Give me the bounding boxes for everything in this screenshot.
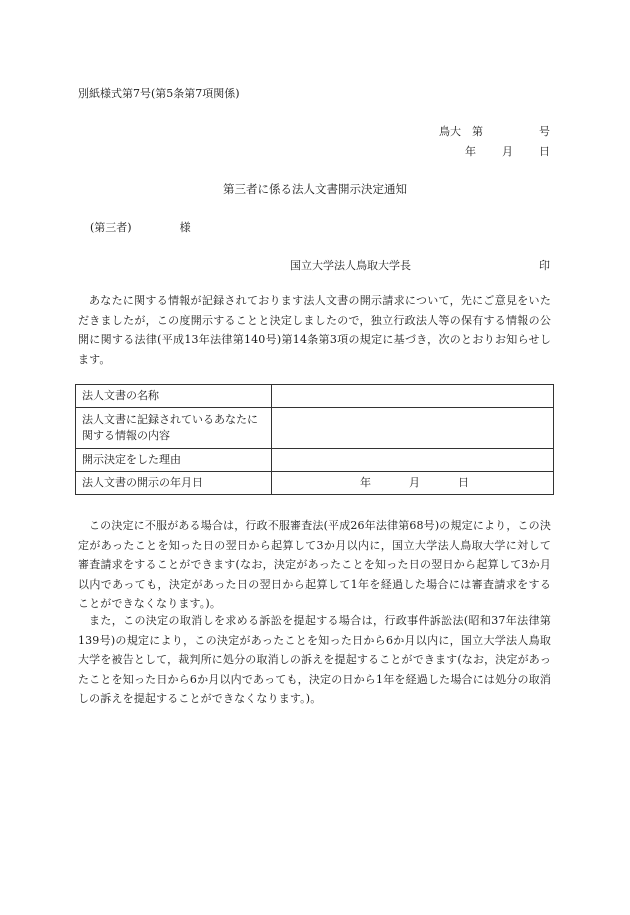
form-label: 別紙様式第7号(第5条第7項関係) bbox=[78, 87, 240, 100]
table-row bbox=[76, 408, 554, 449]
recipient-line bbox=[90, 219, 191, 235]
lawsuit-paragraph: また，この決定の取消しを求める訴訟を提起する場合は，行政事件訴訟法(昭和37年法律第139号)の規定により，この決定があったことを知った日から6か月以内に，国立大学法人鳥取大学を被告として，裁判所に処分の取消しの訴えを提起することができます(なお，決定があったことを知った日から6か月以内であっても，決定の日から1年を経過した場合には処分の取消しの訴えを提起することができなくなります。)。 bbox=[78, 614, 551, 705]
table-row bbox=[76, 449, 554, 472]
issue-date-month: 月 bbox=[502, 145, 513, 158]
appeal-paragraph: この決定に不服がある場合は，行政不服審査法(平成26年法律第68号)の規定により，この決定があったことを知った日の翌日から起算して3か月以内に，国立大学法人鳥取大学に対して審査請求をすることができます(なお，決定があったことを知った日の翌日から起算して3か月以内であっても，決定があった日の翌日から起算して1年を経過した場合には審査請求をすることができなくなります。)。 bbox=[78, 519, 551, 610]
table-value-cell bbox=[272, 408, 554, 449]
table-label-cell: 法人文書の名称 bbox=[76, 385, 272, 408]
issue-date-day: 日 bbox=[539, 145, 550, 158]
disclosure-date-cell bbox=[272, 472, 554, 495]
document-number-line bbox=[439, 123, 550, 139]
sender-name: 国立大学法人鳥取大学長 bbox=[290, 259, 411, 272]
table-row bbox=[76, 472, 554, 495]
issue-date-line bbox=[465, 143, 550, 159]
table-label-cell: 法人文書の開示の年月日 bbox=[76, 472, 272, 495]
disclosure-date-year: 年 bbox=[360, 476, 371, 489]
table-row bbox=[76, 385, 554, 408]
document-title: 第三者に係る法人文書開示決定通知 bbox=[223, 182, 407, 196]
issue-date-year: 年 bbox=[465, 145, 476, 158]
seal-mark: 印 bbox=[539, 259, 550, 272]
intro-paragraph: あなたに関する情報が記録されております法人文書の開示請求について，先にご意見をいただきましたが，この度開示することと決定しましたので，独立行政法人等の保有する情報の公開に関する法律(平成13年法律第140号)第14条第3項の規定に基づき，次のとおりお知らせします。 bbox=[78, 294, 551, 366]
disclosure-date-month: 月 bbox=[409, 476, 420, 489]
recipient-name: (第三者) bbox=[90, 221, 132, 234]
table-label-cell: 開示決定をした理由 bbox=[76, 449, 272, 472]
document-number-prefix: 鳥大 第 bbox=[439, 125, 483, 138]
table-value-cell bbox=[272, 449, 554, 472]
disclosure-date-day: 日 bbox=[458, 476, 469, 489]
table-label-cell: 法人文書に記録されているあなたに関する情報の内容 bbox=[76, 408, 272, 449]
document-number-suffix: 号 bbox=[539, 125, 550, 138]
details-table bbox=[75, 384, 554, 495]
recipient-honorific: 様 bbox=[179, 221, 191, 234]
table-value-cell bbox=[272, 385, 554, 408]
